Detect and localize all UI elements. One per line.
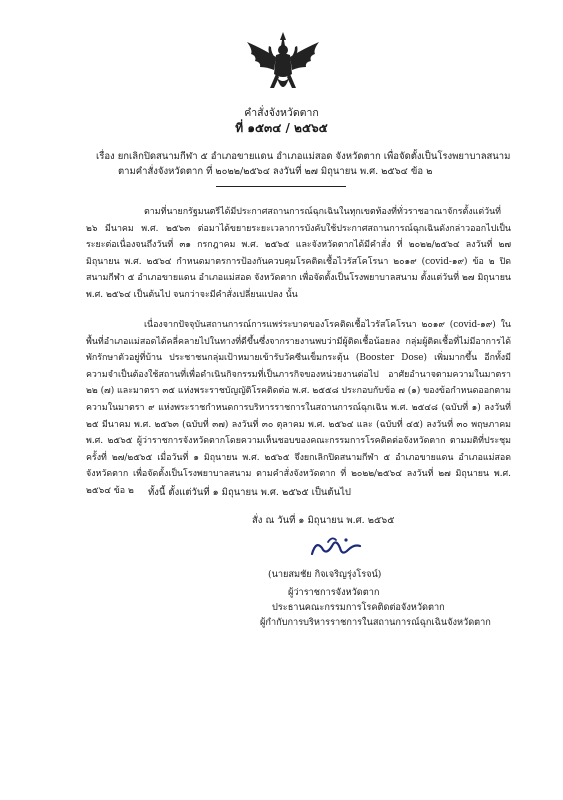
divider-line xyxy=(216,186,346,187)
effective-date: ทั้งนี้ ตั้งแต่วันที่ ๑ มิถุนายน พ.ศ. ๒๕๖๕ เป็นต้นไป xyxy=(148,487,351,498)
document-title: คำสั่งจังหวัดตาก xyxy=(244,107,319,119)
signatory-position-3: ผู้กำกับการบริหารราชการในสถานการณ์ฉุกเฉินจังหวัดตาก xyxy=(260,617,491,628)
body-paragraph-1: ตามที่นายกรัฐมนตรีได้มีประกาศสถานการณ์ฉุกเฉินในทุกเขตท้องที่ทั่วราชอาณาจักรตั้งแต่วันที่ ๒๖ มีนาคม พ.ศ. ๒๕๖๓ ต่อมาได้ขยายระยะเวลาการบังคับใช้ประกาศสถานการณ์ฉุกเฉินดังกล่าวออกไปเป็นระยะต่อเนื่องจนถึงวันที่ ๓๑ กรกฎาคม พ.ศ. ๒๕๖๕ และจังหวัดตากได้มีคำสั่ง ที่ ๒๐๒๒/๒๕๖๔ ลงวันที่ ๒๗ มิถุนายน พ.ศ. ๒๕๖๔ กำหนดมาตรการป้องกันควบคุมโรคติดเชื้อไวรัสโคโรนา ๒๐๑๙ (covid-๑๙) ข้อ ๒ ปิดสนามกีฬา ๕ อำเภอขายแดน อำเภอแม่สอด จังหวัดตาก เพื่อจัดตั้งเป็นโรงพยาบาลสนาม ตั้งแต่วันที่ ๒๗ มิถุนายน พ.ศ. ๒๕๖๔ เป็นต้นไป จนกว่าจะมีคำสั่งเปลี่ยนแปลง นั้น xyxy=(86,207,511,300)
subject-line-2: ตามคำสั่งจังหวัดตาก ที่ ๒๐๒๒/๒๕๖๔ ลงวันที่ ๒๗ มิถุนายน พ.ศ. ๒๕๖๔ ข้อ ๒ xyxy=(118,166,433,177)
handwritten-signature xyxy=(306,530,366,564)
subject-line-1: เรื่อง ยกเลิกปิดสนามกีฬา ๕ อำเภอขายแดน อำเภอแม่สอด จังหวัดตาก เพื่อจัดตั้งเป็นโรงพยาบาลสนาม xyxy=(96,151,511,162)
order-number: ที่ ๑๕๓๔ / ๒๕๖๕ xyxy=(235,121,328,135)
signatory-position-2: ประธานคณะกรรมการโรคติดต่อจังหวัดตาก xyxy=(272,602,445,613)
body-paragraph-2: เนื่องจากปัจจุบันสถานการณ์การแพร่ระบาดของโรคติดเชื้อไวรัสโคโรนา ๒๐๑๙ (covid-๑๙) ในพื้นที่อำเภอแม่สอดได้คลี่คลายไปในทางที่ดีขึ้นซึ่งจากรายงานพบว่ามีผู้ติดเชื้อน้อยลง กลุ่มผู้ติดเชื้อที่ไม่มีอาการได้พักรักษาตัวอยู่ที่บ้าน ประชาชนกลุ่มเป้าหมายเข้ารับวัคซีนเข็มกระตุ้น (Booster Dose) เพิ่มมากขึ้น อีกทั้งมีความจำเป็นต้องใช้สถานที่เพื่อดำเนินกิจกรรมที่เป็นภารกิจของหน่วยงานต่อไป อาศัยอำนาจตามความในมาตรา ๒๒ (๗) และมาตรา ๓๕ แห่งพระราชบัญญัติโรคติดต่อ พ.ศ. ๒๕๕๘ ประกอบกับข้อ ๗ (๑) ของข้อกำหนดออกตามความในมาตรา ๙ แห่งพระราชกำหนดการบริหารราชการในสถานการณ์ฉุกเฉิน พ.ศ. ๒๕๔๘ (ฉบับที่ ๑) ลงวันที่ ๒๕ มีนาคม พ.ศ. ๒๕๖๓ (ฉบับที่ ๓๗) ลงวันที่ ๓๐ ตุลาคม พ.ศ. ๒๕๖๔ และ (ฉบับที่ ๔๕) ลงวันที่ ๓๐ พฤษภาคม พ.ศ. ๒๕๖๕ ผู้ว่าราชการจังหวัดตากโดยความเห็นชอบของคณะกรรมการโรคติดต่อจังหวัดตาก ตามมติที่ประชุมครั้งที่ ๒๗/๒๕๖๕ เมื่อวันที่ ๑ มิถุนายน พ.ศ. ๒๕๖๕ จึงยกเลิกปิดสนามกีฬา ๕ อำเภอขายแดน อำเภอแม่สอด จังหวัดตาก เพื่อจัดตั้งเป็นโรงพยาบาลสนาม ตามคำสั่งจังหวัดตาก ที่ ๒๐๒๒/๒๕๖๔ ลงวันที่ ๒๗ มิถุนายน พ.ศ. ๒๕๖๔ ข้อ ๒ xyxy=(86,320,511,496)
signatory-position-1: ผู้ว่าราชการจังหวัดตาก xyxy=(288,587,380,598)
garuda-emblem-icon xyxy=(243,30,323,98)
subject-block xyxy=(96,149,516,179)
given-date: สั่ง ณ วันที่ ๑ มิถุนายน พ.ศ. ๒๕๖๕ xyxy=(252,515,395,526)
signatory-name: (นายสมชัย กิจเจริญรุ่งโรจน์) xyxy=(268,569,382,580)
